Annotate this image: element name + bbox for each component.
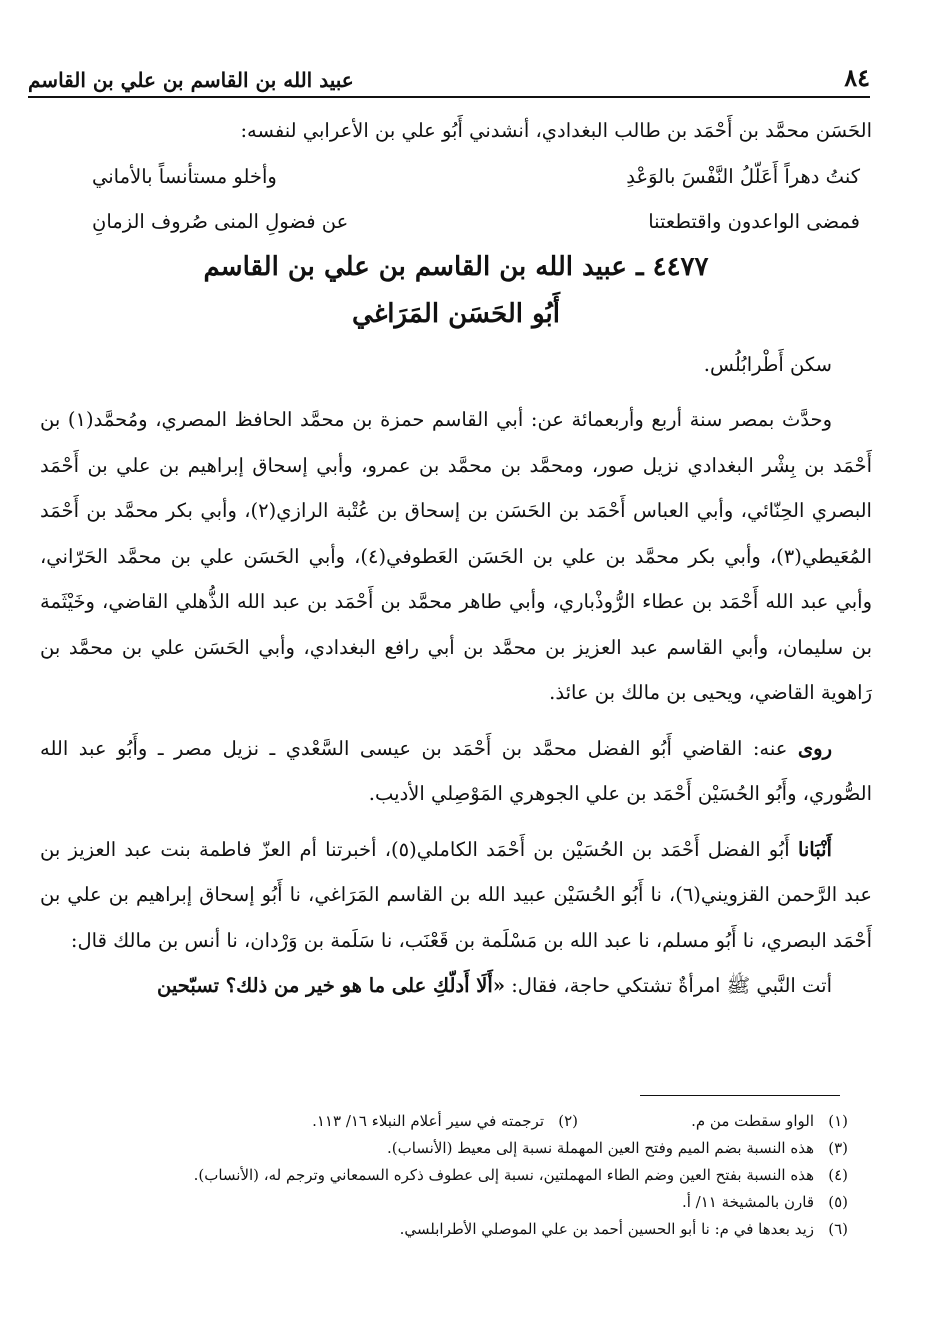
footnote-text: قارن بالمشيخة ١١/ أ. bbox=[681, 1193, 814, 1211]
narrated-from-text: عنه: القاضي أَبُو الفضل محمَّد بن أَحْمَد بن عيسى السَّعْدي ـ نزيل مصر ـ وأَبُو عبد الله الصُّوري، وأَبُو الحُسَيْن أَحْمَد بن علي الجوهري المَوْصِلي الأديب. bbox=[40, 736, 872, 805]
verse-line bbox=[40, 199, 872, 244]
footnote-row bbox=[40, 1108, 848, 1135]
footnote-text: هذه النسبة بفتح العين وضم الطاء المهملتين، نسبة إلى عطوف ذكره السمعاني وترجم له، (الأنساب). bbox=[193, 1166, 814, 1184]
residence-line: سكن أَطْرابُلُس. bbox=[703, 352, 832, 376]
footnote-text: ترجمته في سير أعلام النبلاء ١٦/ ١١٣. bbox=[312, 1112, 544, 1130]
footnote-number: (٣) bbox=[828, 1139, 848, 1157]
footnote bbox=[40, 1216, 848, 1243]
narrated-paragraph: وحدَّث بمصر سنة أربع وأربعمائة عن: أبي القاسم حمزة بن محمَّد الحافظ المصري، ومُحمَّد(١) بن أَحْمَد بن بِشْر البغدادي نزيل صور، ومحمَّد بن محمَّد بن عمرو، وأبي إسحاق إبراهيم بن علي بن أَحْمَد البصري الحِنّائي، وأبي العباس أَحْمَد بن الحَسَن بن إسحاق بن عُتْبة الرازي(٢)، وأبي بكر محمَّد بن أَحْمَد المُعَيطي(٣)، وأبي بكر محمَّد بن علي بن الحَسَن العَطوفي(٤)، وأبي الحَسَن علي بن محمَّد الحَرّاني، وأبي عبد الله أَحْمَد بن عطاء الرُّوذْباري، وأبي طاهر محمَّد بن أَحْمَد بن عبد الله الذُّهلي القاضي، وخَيْثَمة بن سليمان، وأبي القاسم عبد العزيز بن محمَّد بن أبي رافع البغدادي، وأبي الحَسَن علي بن محمَّد بن رَاهوية القاضي، ويحيى بن مالك بن عائذ. bbox=[40, 408, 872, 704]
isnad-text: أَبُو الفضل أَحْمَد بن الحُسَيْن بن أَحْمَد الكاملي(٥)، أخبرتنا أم العزّ فاطمة بنت عبد العزيز بن عبد الرَّحمن القزويني(٦)، نا أَبُو الحُسَيْن عبيد الله بن القاسم المَرَاغي، نا أَبُو إسحاق إبراهيم بن علي بن أَحْمَد البصري، نا أَبُو مسلم، نا عبد الله بن مَسْلَمة بن قَعْنَب، نا سَلَمة بن وَرْدان، نا أنس بن مالك قال: bbox=[40, 837, 872, 952]
entry-title: ٤٤٧٧ ـ عبيد الله بن القاسم بن علي بن القاسم bbox=[203, 251, 709, 282]
verse-second-hemistich: وأخلو مستأنساً بالأماني bbox=[92, 164, 277, 188]
footnote-text: هذه النسبة بضم الميم وفتح العين المهملة نسبة إلى معيط (الأنساب). bbox=[386, 1139, 814, 1157]
narrators-paragraph bbox=[40, 726, 872, 817]
intro-line: الحَسَن محمَّد بن أَحْمَد بن طالب البغدادي، أنشدني أَبُو علي بن الأعرابي لنفسه: bbox=[240, 119, 872, 142]
verse-first-hemistich: كنتُ دهراً أَعَلّلُ النَّفْسَ بالوَعْدِ bbox=[626, 164, 860, 188]
footnote-number: (١) bbox=[828, 1112, 848, 1130]
narrated-from-label: روى bbox=[797, 736, 832, 760]
hadith-text: أتت النَّبي ﷺ امرأةٌ تشتكي حاجة، فقال: bbox=[505, 974, 832, 997]
footnote bbox=[578, 1108, 848, 1135]
entry-kunya: أَبُو الحَسَن المَرَاغي bbox=[352, 298, 560, 329]
main-text bbox=[40, 108, 872, 1009]
footnote bbox=[40, 1189, 848, 1216]
footnote-separator bbox=[640, 1095, 840, 1096]
verse-second-hemistich: عن فضولِ المنى صُروف الزمانِ bbox=[92, 209, 349, 233]
footnote bbox=[40, 1135, 848, 1162]
page-number: ٨٤ bbox=[844, 63, 870, 92]
isnad-paragraph bbox=[40, 827, 872, 964]
footnote-text: زيد بعدها في م: نا أبو الحسين أحمد بن علي الموصلي الأطرابلسي. bbox=[399, 1220, 814, 1238]
footnote-number: (٢) bbox=[558, 1112, 578, 1130]
footnote bbox=[312, 1108, 578, 1135]
running-title: عبيد الله بن القاسم بن علي بن القاسم bbox=[28, 68, 354, 92]
running-header bbox=[28, 56, 870, 98]
footnote-text: الواو سقطت من م. bbox=[691, 1112, 814, 1130]
hadith-quote: «أَلَا أَدلّكِ على ما هو خير من ذلك؟ تسبّحين bbox=[157, 974, 506, 997]
verse-first-hemistich: فمضى الواعدون واقتطعتنا bbox=[648, 209, 860, 233]
verse-line bbox=[40, 154, 872, 199]
footnote-number: (٥) bbox=[828, 1193, 848, 1211]
footnote-number: (٤) bbox=[828, 1166, 848, 1184]
footnote-number: (٦) bbox=[828, 1220, 848, 1238]
footnote bbox=[40, 1162, 848, 1189]
isnad-label: أَنْبَانا bbox=[797, 837, 832, 861]
hadith-paragraph bbox=[40, 963, 872, 1009]
footnotes bbox=[40, 1108, 848, 1243]
